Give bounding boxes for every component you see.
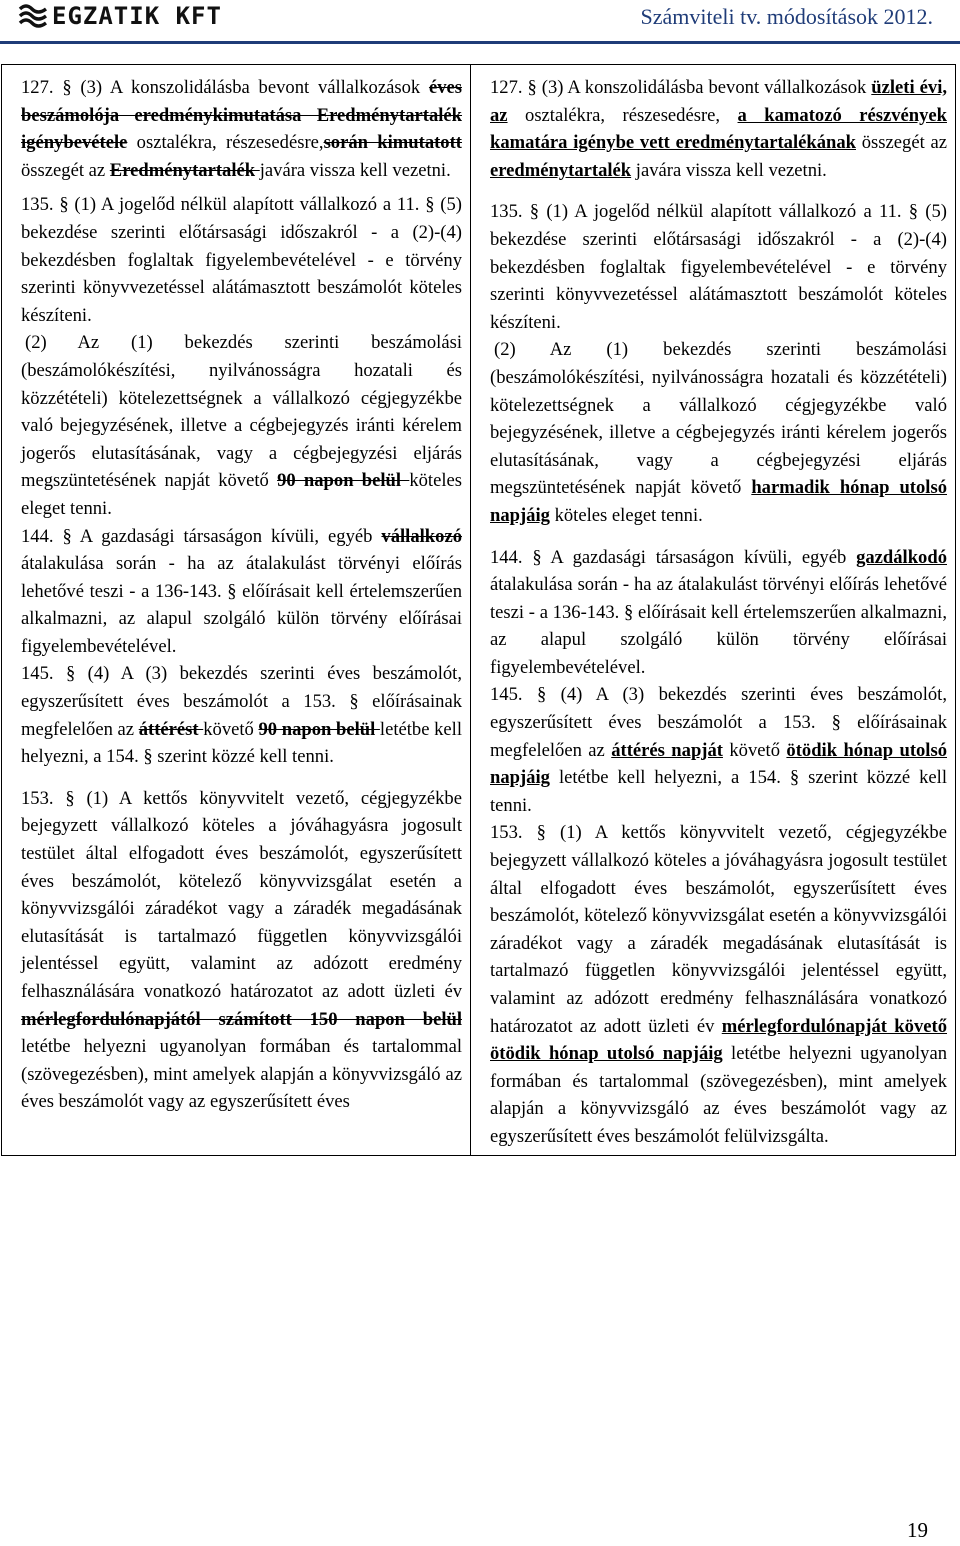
left-para-153-1 — [21, 785, 462, 1116]
right-para-145-4 — [490, 681, 947, 819]
right-para-135-2 — [490, 336, 947, 529]
body-text: követő — [203, 718, 259, 740]
right-para-135-1 — [490, 198, 947, 336]
body-text: összegét az — [21, 159, 110, 181]
body-text: javára vissza kell vezetni. — [631, 159, 827, 181]
deleted-text: vállalkozó — [381, 525, 462, 547]
inserted-text: mérlegfordulónapját követő ötödik hónap utolsó napjáig — [490, 1015, 947, 1065]
deleted-text: éves beszámolója eredménykimutatása Eredménytartalék igénybevétele — [21, 77, 462, 154]
inserted-text: áttérés napját — [611, 739, 723, 761]
body-text: 145. § (4) A (3) bekezdés szerinti éves beszámolót, egyszerűsített éves beszámolót a 153. § előírásainak megfelelően az — [490, 684, 947, 761]
inserted-text: eredménytartalék — [490, 159, 632, 181]
body-text: átalakulása során - ha az átalakulást törvényi előírás lehetővé teszi - a 136-143. § előírásait kell értelemszerűen alkalmazni, az alapul szolgáló külön törvény előírásai figyelembevételével. — [490, 574, 947, 678]
left-para-144 — [21, 523, 462, 661]
inserted-text: gazdálkodó — [856, 546, 947, 568]
left-para-135-2 — [21, 329, 462, 522]
deleted-text: 90 napon belül — [258, 718, 380, 740]
body-text: 145. § (4) A (3) bekezdés szerinti éves beszámolót, egyszerűsített éves beszámolót a 153. § előírásainak megfelelően az — [21, 663, 462, 740]
right-para-153-1 — [490, 819, 947, 1150]
body-text: 153. § (1) A kettős könyvvitelt vezető, cégjegyzékbe bejegyzett vállalkozó köteles a jóváhagyásra jogosult testület által elfogadott éves beszámolót, egyszerűsített éves beszámolót, kötelező könyvvizsgálat esetén a könyvvizsgálói záradékot vagy a záradék megadásának elutasítását is tartalmazó független könyvvizsgálói jelentéssel együtt, valamint az adózott eredmény felhasználására vonatkozó határozatot az adott üzleti év — [21, 787, 462, 1002]
company-name: EGZATIK KFT — [52, 2, 222, 30]
deleted-text: mérlegfordulónapjától számított 150 napon belül — [21, 1008, 462, 1030]
old-text-column — [2, 65, 471, 1156]
deleted-text: 90 napon belül — [277, 470, 410, 492]
wave-logo-icon — [18, 3, 48, 29]
body-text: letétbe kell helyezni, a 154. § szerint közzé kell tenni. — [490, 767, 947, 816]
page-number: 19 — [907, 1518, 928, 1542]
table-row — [2, 65, 956, 1156]
company-logo — [18, 2, 222, 30]
body-text: 127. § (3) A konszolidálásba bevont vállalkozások — [21, 77, 429, 98]
comparison-table — [1, 64, 956, 1156]
body-text: osztalékra, részesedésre, — [507, 104, 738, 126]
header-divider — [0, 41, 960, 44]
body-text: letétbe helyezni ugyanolyan formában és tartalommal (szövegezésben), mint amelyek alapján a könyvvizsgáló az éves beszámolót vagy az egyszerűsített éves — [21, 1036, 462, 1113]
body-text: letétbe kell helyezni, a 154. § szerint közzé kell tenni. — [21, 718, 463, 768]
body-text: 135. § (1) A jogelőd nélkül alapított vállalkozó a 11. § (5) bekezdése szerinti előtársasági időszakról - a (2)-(4) bekezdésben foglaltak figyelembevételével - e törvény szerinti könyvvezetéssel alátámasztott beszámolót köteles készíteni. — [490, 201, 947, 333]
body-text: összegét az — [856, 132, 947, 154]
inserted-text: harmadik hónap utolsó napjáig — [490, 477, 947, 526]
right-para-127-3 — [490, 74, 947, 184]
body-text: javára vissza kell vezetni. — [259, 159, 451, 181]
body-text: átalakulása során - ha az átalakulást törvényi előírás lehetővé teszi - a 136-143. § előírásait kell értelemszerűen alkalmazni, az alapul szolgáló külön törvény előírásai figyelembevételével. — [21, 553, 462, 657]
body-text: követő — [722, 739, 787, 761]
document-title: Számviteli tv. módosítások 2012. — [640, 4, 933, 29]
new-text-column — [471, 65, 956, 1156]
page-header — [0, 0, 960, 42]
deleted-text: áttérést — [138, 718, 204, 740]
body-text: 144. § A gazdasági társaságon kívüli, egyéb — [490, 546, 857, 568]
body-text: 127. § (3) A konszolidálásba bevont vállalkozások — [490, 77, 872, 98]
body-text: 144. § A gazdasági társaságon kívüli, egyéb — [21, 525, 382, 547]
left-para-135-1 — [21, 191, 462, 329]
body-text: 153. § (1) A kettős könyvvitelt vezető, cégjegyzékbe bejegyzett vállalkozó köteles a jóváhagyásra jogosult testület által elfogadott éves beszámolót, egyszerűsített éves beszámolót, kötelező könyvvizsgálat esetén a könyvvizsgálói záradékot vagy a záradék megadásának elutasítását is tartalmazó független könyvvizsgálói jelentéssel együtt, valamint az adózott eredmény felhasználására vonatkozó határozatot az adott üzleti év — [490, 822, 947, 1037]
inserted-text: ötödik hónap utolsó napjáig — [490, 739, 948, 789]
right-para-144 — [490, 544, 947, 682]
body-text: (2) Az (1) bekezdés szerinti beszámolási (beszámolókészítési, nyilvánosságra hozatali és közzétételi) kötelezettségnek a vállalkozó cégjegyzékbe való bejegyzésének, illetve a cégbejegyzés iránti kérelem jogerős elutasításának, vagy a cégbejegyzési eljárás megszüntetésének napját követő — [21, 332, 462, 492]
inserted-text: a kamatozó részvények kamatára igénybe vett eredménytartalékának — [490, 104, 947, 154]
left-para-127-3 — [21, 74, 462, 184]
body-text: köteles eleget tenni. — [21, 470, 462, 519]
inserted-text: üzleti évi, az — [490, 77, 948, 126]
deleted-text: során kimutatott — [323, 132, 462, 154]
body-text: letétbe helyezni ugyanolyan formában és tartalommal (szövegezésben), mint amelyek alapján a könyvvizsgáló az éves beszámolót vagy az egyszerűsített éves beszámolót felülvizsgálta. — [490, 1043, 948, 1147]
body-text: 135. § (1) A jogelőd nélkül alapított vállalkozó a 11. § (5) bekezdése szerinti előtársasági időszakról - a (2)-(4) bekezdésben foglaltak figyelembevételével - e törvény szerinti könyvvezetéssel alátámasztott beszámolót köteles készíteni. — [21, 194, 462, 326]
body-text: osztalékra, részesedésre, — [127, 132, 324, 154]
left-para-145-4 — [21, 660, 462, 770]
body-text: (2) Az (1) bekezdés szerinti beszámolási (beszámolókészítési, nyilvánosságra hozatali és közzétételi) kötelezettségnek a vállalkozó cégjegyzékbe való bejegyzésének, illetve a cégbejegyzés iránti kérelem jogerős elutasításának, vagy a cégbejegyzési eljárás megszüntetésének napját követő — [490, 339, 947, 499]
deleted-text: Eredménytartalék — [109, 159, 260, 181]
body-text: köteles eleget tenni. — [549, 504, 703, 526]
